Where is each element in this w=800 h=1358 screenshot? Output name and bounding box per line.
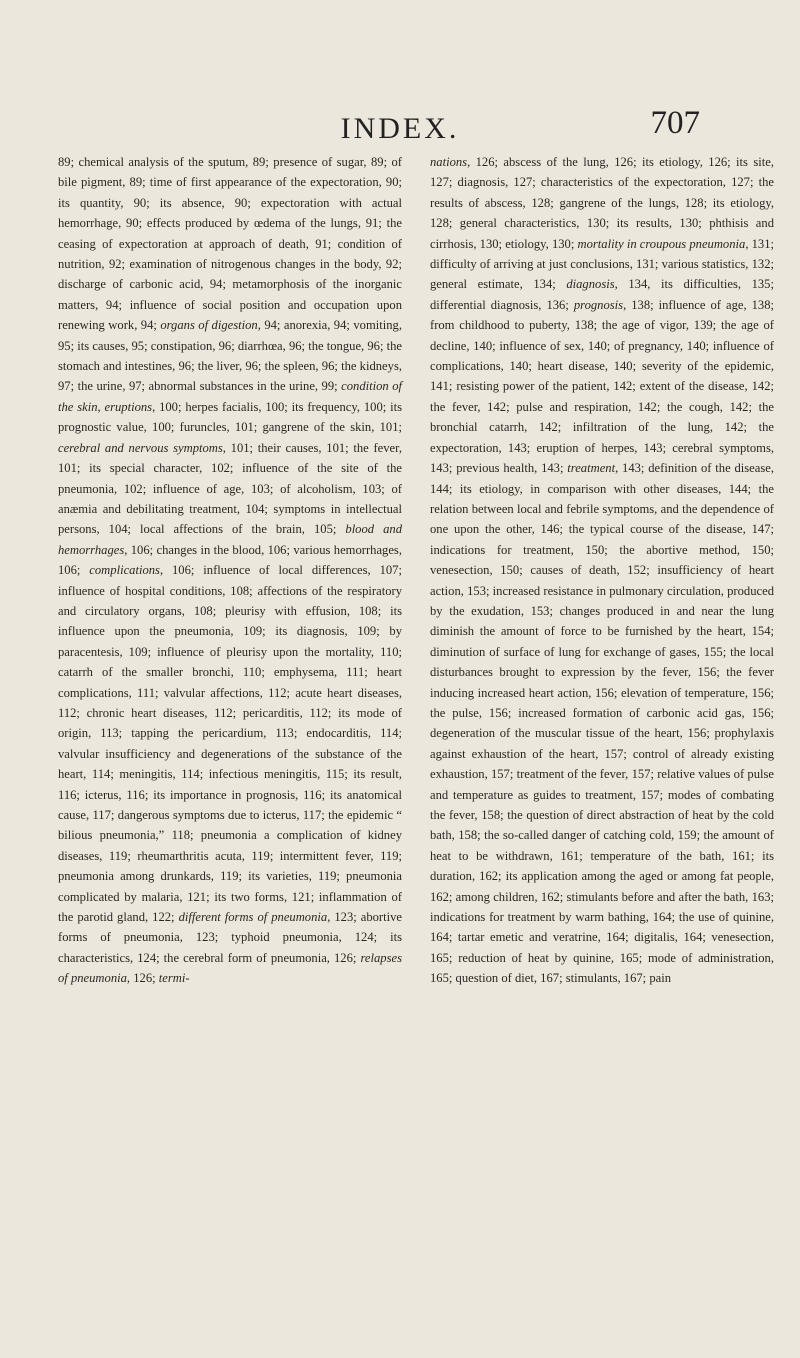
index-column-left [58, 152, 402, 989]
index-text: , 106; influence of local differences, 107; influence of hospital conditions, 108; affections of the respiratory and circulatory organs, 108; pleurisy with effusion, 108; its influence upon the pneumonia, 109; its diagnosis, 109; by paracentesis, 109; influence of pleurisy upon the mortality, 110; catarrh of the smaller bronchi, 110; emphysema, 111; heart complications, 111; valvular affections, 112; acute heart diseases, 112; chronic heart diseases, 112; pericarditis, 112; its mode of origin, 113; tapping the pericardium, 113; endocarditis, 114; valvular insufficiency and degenerations of the substance of the heart, 114; meningitis, 114; infectious meningitis, 115; its result, 116; icterus, 116; its importance in prognosis, 116; its anatomical cause, 117; dangerous symptoms due to icterus, 117; the epidemic “ bilious pneumonia,” 118; pneumonia a complication of kidney diseases, 119; rheumarthritis acuta, 119; intermittent fever, 119; pneumonia among drunkards, 119; its varieties, 119; pneumonia complicated by malaria, 121; its two forms, 121; inflammation of the parotid gland, 122; [58, 563, 402, 925]
index-heading-italic: termi- [158, 971, 190, 986]
index-text: , 138; influence of age, 138; from childhood to puberty, 138; the age of vigor, 139; the age of decline, 140; influence of sex, 140; of pregnancy, 140; influence of complications, 140; heart disease, 140; severity of the epidemic, 141; resisting power of the patient, 142; extent of the disease, 142; the fever, 142; pulse and respiration, 142; the cough, 142; the bronchial catarrh, 142; infiltration of the lung, 142; the expectoration, 143; eruption of herpes, 143; cerebral symptoms, 143; previous health, 143; [430, 297, 775, 476]
index-text: , 106; changes in the blood, 106; various hemorrhages, 106; [58, 542, 402, 578]
index-heading-italic: treatment [567, 461, 616, 476]
index-heading-italic: condition of the skin, eruptions [58, 379, 402, 414]
index-text: , 143; definition of the disease, 144; its etiology, in comparison with other diseases, 144; the relation between local and febrile symptoms, and the dependence of one upon the other, 146; the typical course of the disease, 147; indications for treatment, 150; the abortive method, 150; venesection, 150; causes of death, 152; insufficiency of heart action, 153; increased resistance in pulmonary circulation, produced by the exudation, 153; changes produced in and near the lung diminish the amount of force to be furnished by the heart, 154; diminution of surface of lung for exchange of gases, 155; the local disturbances brought to expression by the fever, 156; the fever inducing increased heart action, 156; elevation of temperature, 156; the pulse, 156; increased formation of carbonic acid gas, 156; degeneration of the muscular tissue of the heart, 156; prophylaxis against exhaustion of the heart, 157; control of already existing exhaustion, 157; treatment of the fever, 157; relative values of pulse and temperature as guides to treatment, 157; modes of combating the fever, 158; the question of direct abstraction of heat by the cold bath, 158; the so-called danger of catching cold, 159; the amount of heat to be withdrawn, 161; temperature of the bath, 161; its duration, 162; its application among the aged or among fat people, 162; among children, 162; stimulants before and after the bath, 163; indications for treatment by warm bathing, 164; the use of quinine, 164; tartar emetic and veratrine, 164; digitalis, 164; venesection, 165; reduction of heat by quinine, 165; mode of administration, 165; question of diet, 167; stimulants, 167; pain [430, 461, 774, 986]
index-heading-italic: prognosis [573, 297, 624, 312]
index-heading-italic: blood and hemorrhages [58, 522, 402, 557]
index-text: , 131; difficulty of arriving at just conclusions, 131; various statistics, 132; general estimate, 134; [430, 236, 775, 292]
index-heading-italic: cerebral and nervous symptoms [58, 440, 223, 455]
index-text: , 101; their causes, 101; the fever, 101; its special character, 102; influence of the site of the pneumonia, 102; influence of age, 103; of alcoholism, 103; of anæmia and debilitating treatment, 104; symptoms in intellectual persons, 104; local affections of the brain, 105; [58, 440, 402, 537]
index-column-right [430, 152, 774, 989]
index-text: , 123; abortive forms of pneumonia, 123; typhoid pneumonia, 124; its characteristics, 124; the cerebral form of pneumonia, 126; [58, 910, 402, 965]
index-text: , 126; [126, 971, 159, 986]
index-text: , 100; herpes facialis, 100; its frequency, 100; its prognostic value, 100; furuncles, 101; gangrene of the skin, 101; [58, 399, 402, 435]
index-heading-italic: complications [89, 563, 160, 578]
index-text: , 94; anorexia, 94; vomiting, 95; its causes, 95; constipation, 96; diarrhœa, 96; the tongue, 96; the stomach and intestines, 96; the liver, 96; the spleen, 96; the kidneys, 97; the urine, 97; abnormal substances in the urine, 99; [58, 318, 402, 394]
index-heading-italic: organs of digestion [160, 318, 258, 333]
index-text: , 126; abscess of the lung, 126; its etiology, 126; its site, 127; diagnosis, 127; characteristics of the expectoration, 127; the results of abscess, 128; gangrene of the lungs, 128; its etiology, 128; general characteristics, 130; its results, 130; phthisis and cirrhosis, 130; etiology, 130; [430, 155, 774, 251]
running-head [0, 0, 800, 150]
index-heading-italic: mortality in croupous pneumonia [577, 236, 746, 251]
index-heading-italic: different forms of pneumonia [178, 910, 328, 925]
index-columns [58, 152, 774, 989]
page-number: 707 [650, 105, 700, 141]
index-text: 89; chemical analysis of the sputum, 89; presence of sugar, 89; of bile pigment, 89; time of first appearance of the expectoration, 90; its quantity, 90; its absence, 90; expectoration with actual hemorrhage, 90; effects produced by œdema of the lungs, 91; the ceasing of expectoration at approach of death, 91; condition of nutrition, 92; examination of nitrogenous changes in the body, 92; discharge of carbonic acid, 94; metamorphosis of the inorganic matters, 94; influence of social position and occupation upon renewing work, 94; [58, 155, 402, 333]
running-title: INDEX. [340, 112, 460, 145]
index-heading-italic: relapses of pneumonia [58, 950, 402, 986]
index-heading-italic: diagnosis [566, 277, 615, 292]
index-text: , 134, its difficulties, 135; differential diagnosis, 136; [430, 277, 774, 312]
index-heading-italic: nations [430, 155, 468, 169]
